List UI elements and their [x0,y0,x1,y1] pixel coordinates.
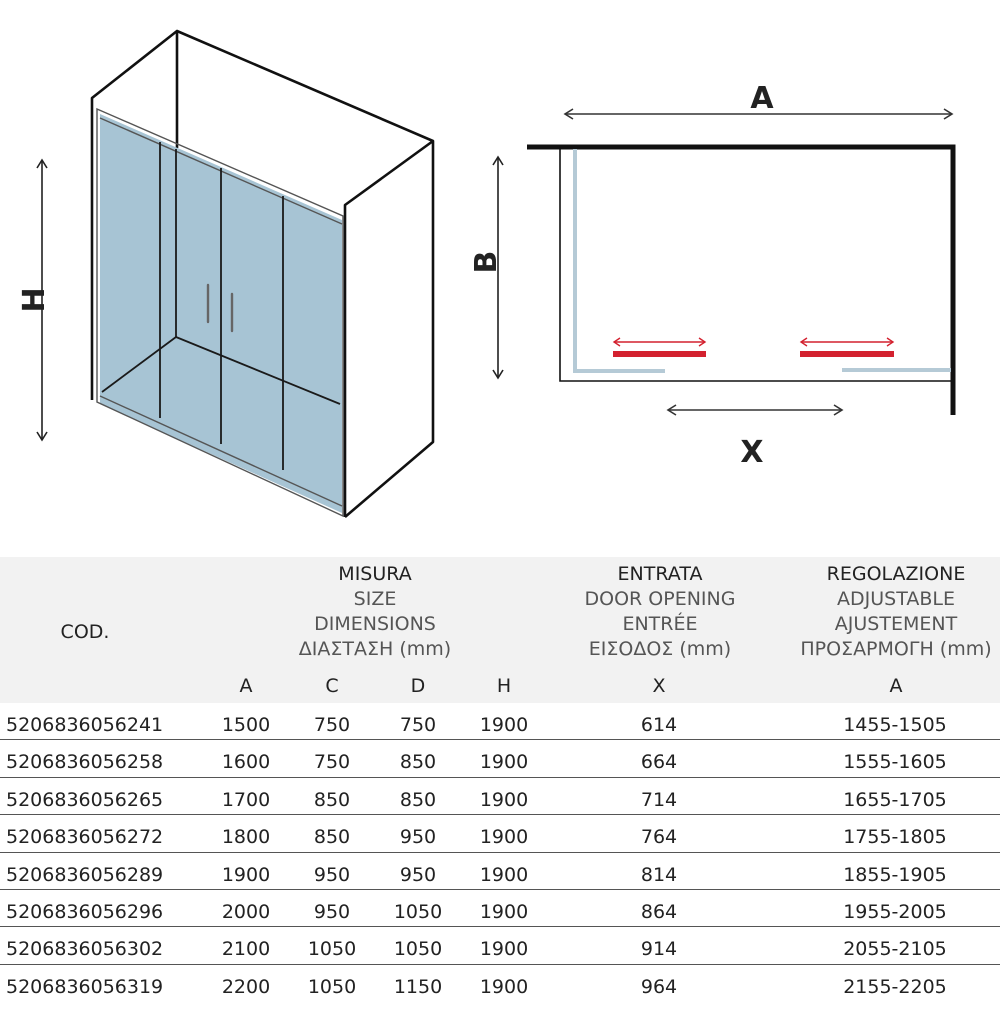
cell-a: 1900 [221,863,271,886]
sliding-door-left [613,338,706,357]
cell-d: 1050 [393,938,443,961]
size-table [0,557,1000,1000]
cell-c: 1050 [307,938,357,961]
cell-x: 664 [640,751,678,774]
cell-d: 1150 [393,975,443,998]
header-door-opening [560,562,760,662]
table-body [0,703,1000,1002]
header-adjustable [790,562,1000,662]
header-opening-gr: ΕΙΣΟΔΟΣ (mm) [588,638,732,660]
cell-h: 1900 [479,788,529,811]
cell-c: 950 [313,900,351,923]
header-adjust-gr: ΠΡΟΣΑΡΜΟΓΗ (mm) [800,638,992,660]
opening-dimension-arrow [668,405,842,415]
header-size-gr: ΔΙΑΣΤΑΣΗ (mm) [298,638,452,660]
header-size-en: SIZE [353,588,397,610]
cell-d: 950 [399,863,437,886]
cell-adjustable: 1955-2005 [843,900,947,923]
cell-d: 750 [399,714,437,736]
cell-x: 914 [640,938,678,961]
subheader-h: H [496,675,512,697]
cell-code: 5206836056289 [6,863,164,886]
table-row [0,853,1000,890]
cell-a: 1700 [221,788,271,811]
cell-x: 714 [640,788,678,811]
cell-d: 850 [399,751,437,774]
cell-adjustable: 1855-1905 [843,863,947,886]
cell-code: 5206836056265 [6,788,164,811]
cell-code: 5206836056296 [6,900,164,923]
depth-label: B [469,250,504,274]
header-adjust-it: REGOLAZIONE [826,563,966,585]
glass-plan-panels [575,149,951,371]
cell-adjustable: 1655-1705 [843,788,947,811]
cell-d: 950 [399,826,437,849]
height-label: H [17,287,52,313]
cell-a: 2000 [221,900,271,923]
cell-x: 764 [640,826,678,849]
cell-h: 1900 [479,900,529,923]
cell-adjustable: 2055-2105 [843,938,947,961]
cell-c: 750 [313,714,351,736]
width-label: A [750,81,774,116]
table-row [0,890,1000,927]
header-opening-it: ENTRATA [617,563,703,585]
header-size-it: MISURA [338,563,412,585]
cell-code: 5206836056319 [6,975,164,998]
table-row [0,778,1000,815]
cell-code: 5206836056302 [6,938,164,961]
table-row [0,815,1000,852]
cell-a: 2100 [221,938,271,961]
cell-d: 850 [399,788,437,811]
cell-h: 1900 [479,826,529,849]
cell-c: 750 [313,751,351,774]
subheader-d: D [410,675,426,697]
cell-c: 1050 [307,975,357,998]
cell-h: 1900 [479,714,529,736]
cell-c: 950 [313,863,351,886]
header-cod: COD. [60,621,110,643]
wall-outline [527,147,953,415]
cell-a: 1800 [221,826,271,849]
cell-d: 1050 [393,900,443,923]
cell-x: 814 [640,863,678,886]
cell-a: 2200 [221,975,271,998]
cell-code: 5206836056241 [6,714,164,736]
table-header [0,557,1000,703]
cell-x: 964 [640,975,678,998]
cell-adjustable: 1455-1505 [843,714,947,736]
sliding-door-right [800,338,894,357]
cell-a: 1600 [221,751,271,774]
cell-h: 1900 [479,938,529,961]
subheader-c: C [325,675,339,697]
perspective-view [0,0,450,540]
header-adjust-en: ADJUSTABLE [837,588,955,610]
table-row [0,740,1000,777]
opening-label: X [740,435,764,470]
cell-x: 614 [640,714,678,736]
cell-x: 864 [640,900,678,923]
table-row [0,927,1000,964]
header-opening-fr: ENTRÉE [622,613,698,635]
cell-adjustable: 1755-1805 [843,826,947,849]
header-size-fr: DIMENSIONS [314,613,436,635]
header-adjust-fr: AJUSTEMENT [834,613,958,635]
cell-code: 5206836056272 [6,826,164,849]
header-size [275,562,475,662]
cell-h: 1900 [479,975,529,998]
table-row [0,703,1000,740]
cell-adjustable: 1555-1605 [843,751,947,774]
cell-adjustable: 2155-2205 [843,975,947,998]
cell-h: 1900 [479,751,529,774]
table-row [0,965,1000,1002]
subheader-a: A [239,675,253,697]
header-opening-en: DOOR OPENING [584,588,736,610]
cell-code: 5206836056258 [6,751,164,774]
cell-h: 1900 [479,863,529,886]
subheader-x: X [652,675,666,697]
cell-c: 850 [313,826,351,849]
subheader-adjustable-a: A [889,675,903,697]
cell-a: 1500 [221,714,271,736]
cell-c: 850 [313,788,351,811]
plan-view [460,0,1000,480]
